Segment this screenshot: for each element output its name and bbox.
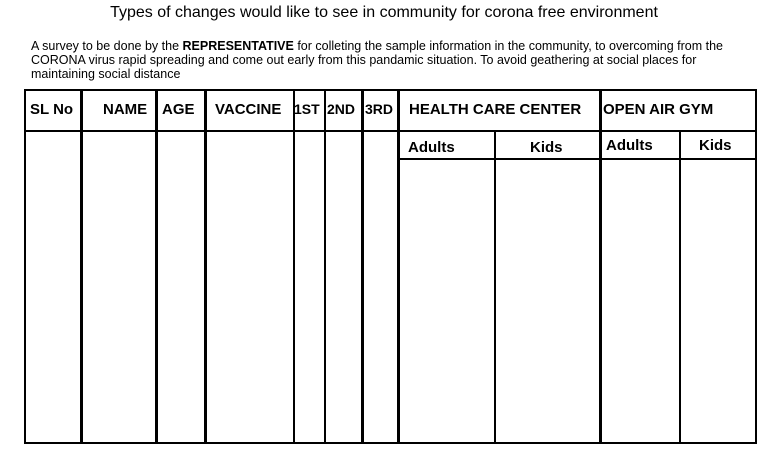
column-divider bbox=[599, 89, 602, 444]
header-dose-1: 1ST bbox=[294, 101, 320, 117]
column-divider bbox=[293, 89, 295, 444]
intro-text-bold: REPRESENTATIVE bbox=[182, 39, 294, 53]
header-dose-2: 2ND bbox=[327, 101, 356, 117]
subheader-gym-adults: Adults bbox=[606, 137, 653, 154]
header-dose-3: 3RD bbox=[365, 101, 394, 117]
header-health-care-center: HEALTH CARE CENTER bbox=[409, 101, 582, 118]
subheader-hcc-kids: Kids bbox=[530, 139, 563, 156]
table-border-left bbox=[24, 89, 26, 444]
header-sl-no: SL No bbox=[30, 101, 74, 118]
intro-text-start: A survey to be done by the bbox=[31, 39, 183, 53]
column-divider bbox=[324, 89, 326, 444]
column-divider bbox=[80, 89, 83, 444]
table-border-right bbox=[755, 89, 757, 444]
column-divider bbox=[397, 89, 400, 444]
header-open-air-gym: OPEN AIR GYM bbox=[603, 101, 714, 118]
column-divider bbox=[204, 89, 207, 444]
page-title: Types of changes would like to see in community for corona free environment bbox=[110, 4, 658, 21]
column-divider bbox=[155, 89, 158, 444]
subheader-hcc-adults: Adults bbox=[408, 139, 455, 156]
subheader-gym-kids: Kids bbox=[699, 137, 732, 154]
table-border-top bbox=[24, 89, 757, 91]
subheader-divider bbox=[398, 158, 757, 160]
column-divider bbox=[361, 89, 364, 444]
column-divider bbox=[494, 131, 496, 444]
column-divider bbox=[679, 131, 681, 444]
header-vaccine: VACCINE bbox=[215, 101, 282, 118]
table-border-bottom bbox=[24, 442, 757, 444]
intro-text-end: for colleting the sample information in the community, to overcoming from the CORONA virus rapid spreading and come out early from this pandamic situation. To avoid geathering at social places for maintaining social distance bbox=[31, 39, 723, 81]
header-age: AGE bbox=[162, 101, 195, 118]
header-divider bbox=[24, 130, 757, 132]
header-name: NAME bbox=[103, 101, 148, 118]
